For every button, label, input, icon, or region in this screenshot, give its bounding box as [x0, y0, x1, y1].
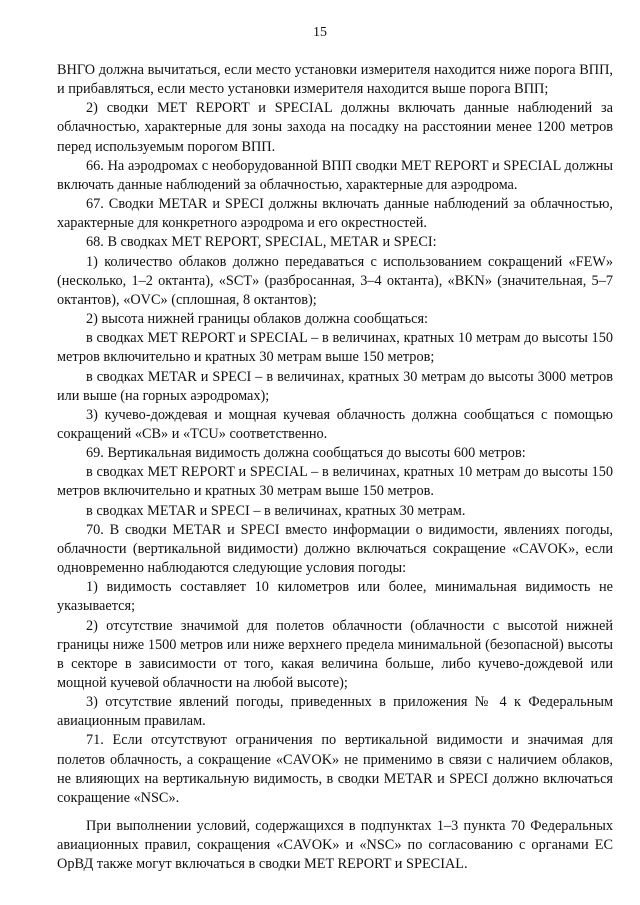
paragraph-70-item-3: 3) отсутствие явлений погоды, приведенных в приложения № 4 к Федеральным авиационным правилам. [57, 694, 613, 730]
paragraph-68-item-3: 3) кучево-дождевая и мощная кучевая облачность должна сообщаться с помощью сокращений «CB» и «TCU» соответственно. [57, 406, 613, 442]
paragraph-69: 69. Вертикальная видимость должна сообщаться до высоты 600 метров: [86, 445, 526, 462]
paragraph-68-item-1: 1) количество облаков должно передаваться с использованием сокращений «FEW» (несколько, 1–2 октанта), «SCT» (разбросанная, 3–4 октанта), «BKN» (значительная, 5–7 октантов), «OVC» (сплошная, 8 октантов); [57, 253, 613, 308]
paragraph-69-met-report: в сводках MET REPORT и SPECIAL – в величинах, кратных 10 метрам до высоты 150 метров включительно и кратных 30 метрам выше 150 метров. [57, 464, 613, 500]
page-number: 15 [313, 25, 327, 40]
paragraph-68-item-2-met-report: в сводках MET REPORT и SPECIAL – в величинах, кратных 10 метрам до высоты 150 метров включительно и кратных 30 метрам выше 150 метров; [57, 330, 613, 366]
paragraph-68: 68. В сводках MET REPORT, SPECIAL, METAR и SPECI: [86, 234, 437, 251]
paragraph-70-item-2: 2) отсутствие значимой для полетов облачности (облачности с высотой нижней границы ниже 1500 метров или ниже верхнего предела минимальной (безопасной) высоты в секторе в зависимости от того, какая величина больше, либо кучево-дождевой или мощной кучевой облачности на любой высоте); [57, 617, 613, 691]
document-body [57, 61, 613, 875]
paragraph-68-item-2-metar: в сводках METAR и SPECI – в величинах, кратных 30 метрам до высоты 3000 метров или выше (на горных аэродромах); [57, 368, 613, 404]
paragraph-vngo-continuation: ВНГО должна вычитаться, если место установки измерителя находится ниже порога ВПП, и прибавляться, если место установки измерителя находится выше порога ВПП; [57, 62, 613, 98]
paragraph-71: 71. Если отсутствуют ограничения по вертикальной видимости и значимая для полетов облачность, а сокращение «CAVOK» не применимо в связи с наличием облаков, не влияющих на вертикальную видимость, в сводки METAR и SPECI должно включаться сокращение «NSC». [57, 732, 613, 806]
paragraph-67: 67. Сводки METAR и SPECI должны включать данные наблюдений за облачностью, характерные для конкретного аэродрома и его окрестностей. [57, 196, 613, 232]
paragraph-70: 70. В сводки METAR и SPECI вместо информации о видимости, явлениях погоды, облачности (вертикальной видимости) должно включаться сокращение «CAVOK», если одновременно наблюдаются следующие условия погоды: [57, 521, 613, 577]
paragraph-68-item-2: 2) высота нижней границы облаков должна сообщаться: [86, 311, 429, 328]
paragraph-met-report-cloud-approach: 2) сводки MET REPORT и SPECIAL должны включать данные наблюдений за облачностью, характерные для зоны захода на посадку на расстоянии менее 1200 метров перед используемым порогом ВПП. [57, 100, 613, 155]
paragraph-66: 66. На аэродромах с необорудованной ВПП сводки MET REPORT и SPECIAL должны включать данные наблюдений за облачностью, характерные для аэродрома. [57, 157, 613, 193]
paragraph-70-item-1: 1) видимость составляет 10 километров или более, минимальная видимость не указывается; [57, 579, 613, 615]
paragraph-final: При выполнении условий, содержащихся в подпунктах 1–3 пункта 70 Федеральных авиационных правил, сокращения «CAVOK» и «NSC» по согласованию с органами ЕС ОрВД также могут включаться в сводки MET REPORT и SPECIAL. [57, 818, 613, 873]
paragraph-69-metar: в сводках METAR и SPECI – в величинах, кратных 30 метрам. [86, 502, 466, 519]
